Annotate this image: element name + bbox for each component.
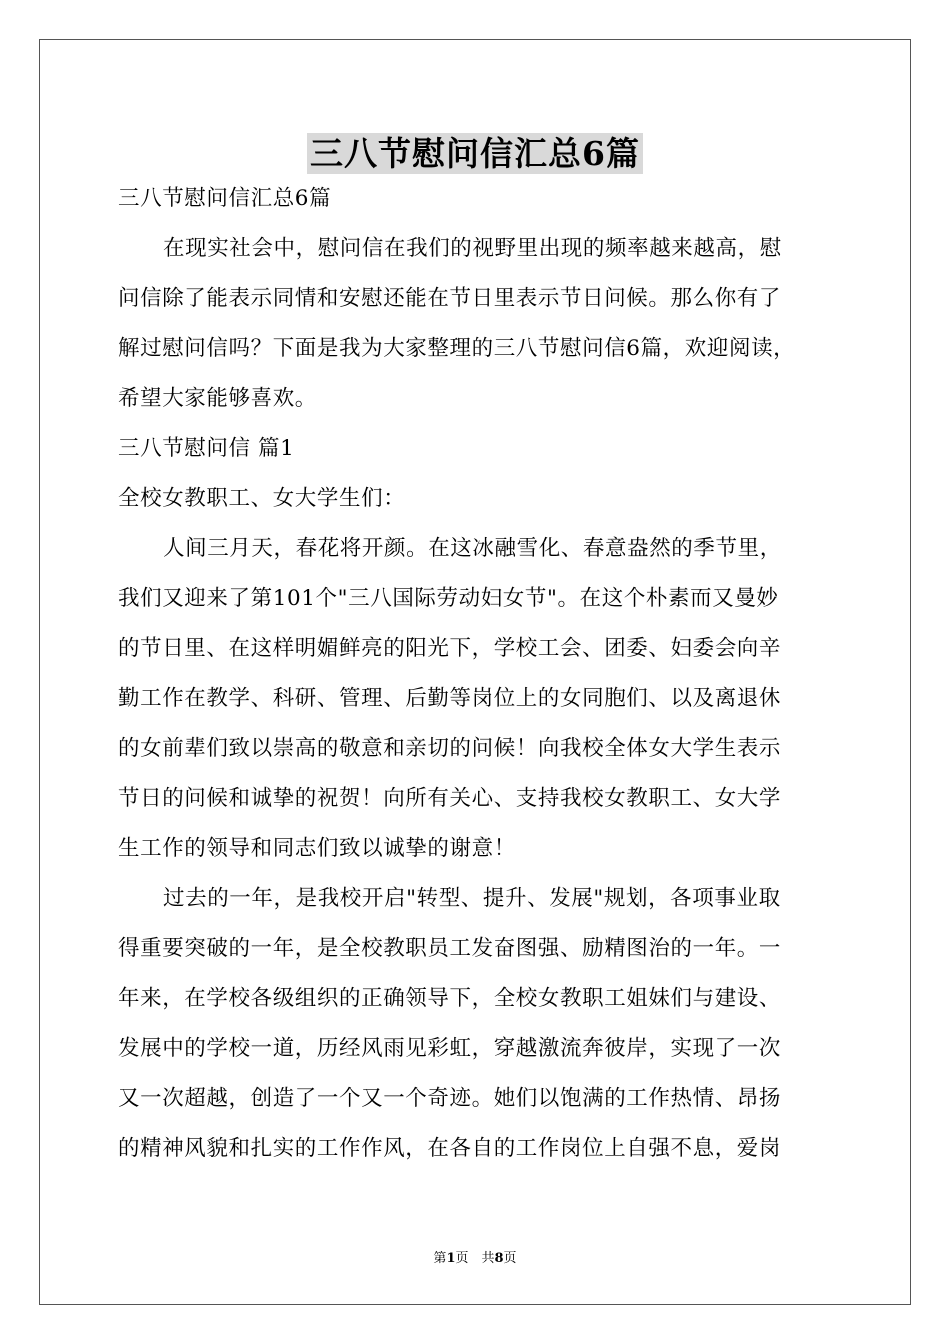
text-line: 得重要突破的一年，是全校教职员工发奋图强、励精图治的一年。一 <box>118 936 782 961</box>
text-line: 的女前辈们致以崇高的敬意和亲切的问候！向我校全体女大学生表示 <box>118 736 782 761</box>
footer-suffix: 页 <box>503 1251 517 1266</box>
text-line: 的精神风貌和扎实的工作作风，在各自的工作岗位上自强不息，爱岗 <box>118 1136 782 1161</box>
text-line: 全校女教职工、女大学生们： <box>118 486 406 511</box>
text-line: 年来，在学校各级组织的正确领导下，全校女教职工姐妹们与建设、 <box>118 986 782 1011</box>
text-line: 解过慰问信吗？下面是我为大家整理的三八节慰问信6篇，欢迎阅读， <box>118 336 796 361</box>
document-title <box>0 128 950 175</box>
text-line: 的节日里、在这样明媚鲜亮的阳光下，学校工会、团委、妇委会向辛 <box>118 636 782 661</box>
page-footer <box>0 1247 950 1266</box>
text-line: 人间三月天，春花将开颜。在这冰融雪化、春意盎然的季节里， <box>163 536 782 561</box>
text-line: 希望大家能够喜欢。 <box>118 386 317 411</box>
text-line: 过去的一年，是我校开启"转型、提升、发展"规划，各项事业取 <box>163 886 781 911</box>
document-body <box>118 180 834 1180</box>
text-line: 又一次超越，创造了一个又一个奇迹。她们以饱满的工作热情、昂扬 <box>118 1086 782 1111</box>
text-line: 三八节慰问信 篇1 <box>118 436 295 461</box>
text-line: 问信除了能表示同情和安慰还能在节日里表示节日问候。那么你有了 <box>118 286 782 311</box>
text-line: 勤工作在教学、科研、管理、后勤等岗位上的女同胞们、以及离退休 <box>118 686 782 711</box>
footer-page-total: 8 <box>494 1251 504 1266</box>
text-line: 节日的问候和诚挚的祝贺！向所有关心、支持我校女教职工、女大学 <box>118 786 782 811</box>
text-line: 在现实社会中，慰问信在我们的视野里出现的频率越来越高，慰 <box>163 236 782 261</box>
footer-prefix: 第 <box>433 1251 447 1266</box>
text-line: 三八节慰问信汇总6篇 <box>118 186 332 211</box>
footer-page-current: 1 <box>446 1251 456 1266</box>
document-title-text: 三八节慰问信汇总6篇 <box>307 133 643 174</box>
text-line: 发展中的学校一道，历经风雨见彩虹，穿越激流奔彼岸，实现了一次 <box>118 1036 782 1061</box>
text-line: 生工作的领导和同志们致以诚挚的谢意！ <box>118 836 516 861</box>
footer-mid: 页 共 <box>455 1251 495 1266</box>
text-line: 我们又迎来了第101个"三八国际劳动妇女节"。在这个朴素而又曼妙 <box>118 586 779 611</box>
